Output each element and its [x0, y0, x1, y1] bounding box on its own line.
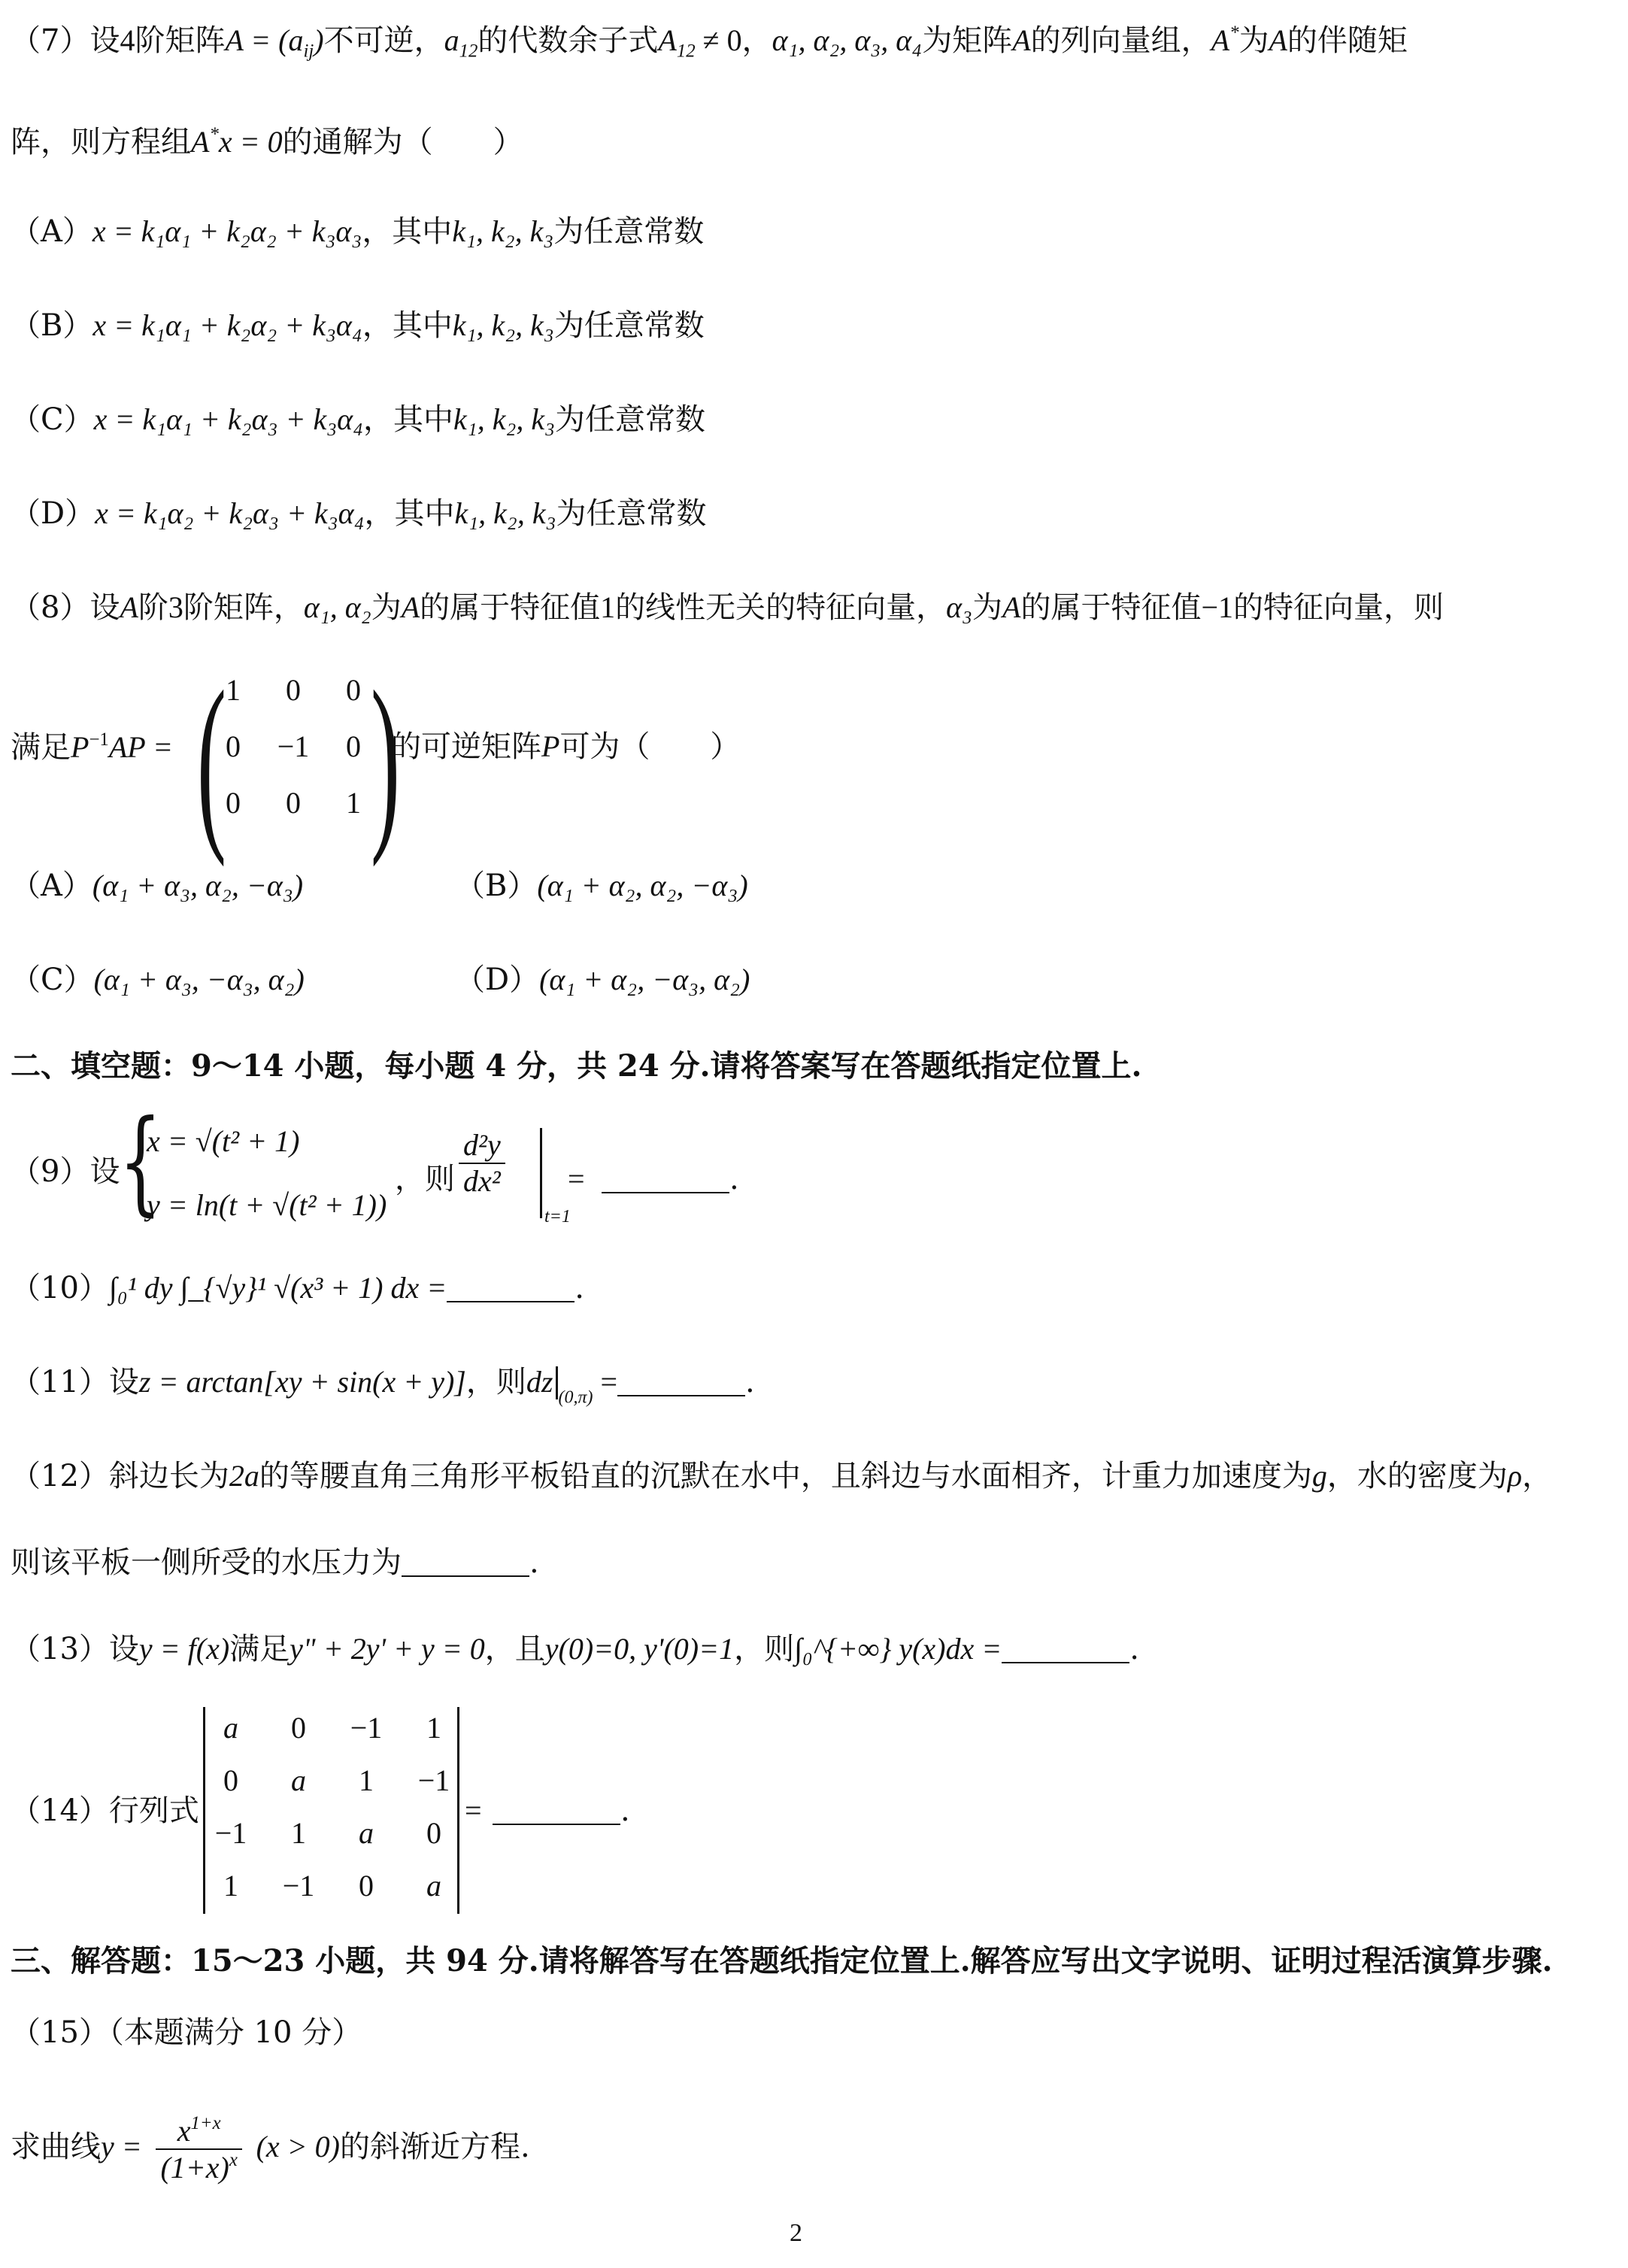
matrix-right-paren: )	[371, 651, 400, 868]
q9-blank: .	[602, 1162, 739, 1196]
page-number: 2	[790, 2219, 802, 2247]
det-cell: −1	[214, 1816, 247, 1850]
det-cell: −1	[350, 1711, 383, 1745]
det-cell: 0	[359, 1869, 374, 1903]
det-cell: a	[223, 1711, 238, 1745]
q12-line1: （12）斜边长为2a的等腰直角三角形平板铅直的沉默在水中，且斜边与水面相齐，计重力加速度为g，水的密度为ρ，	[11, 1459, 1553, 1493]
matrix-cell: 0	[226, 786, 241, 820]
q14-label: （14）行列式	[11, 1793, 199, 1828]
system-brace: {	[119, 1096, 162, 1227]
q7-option-a: （A）x = k₁α₁ + k₂α₂ + k₃α₃，其中k₁, k₂, k₃为任意常数	[11, 214, 705, 249]
q9-x-eq: x = √(t² + 1)	[147, 1124, 300, 1158]
q7-option-d: （D）x = k₁α₂ + k₂α₃ + k₃α₄，其中k₁, k₂, k₃为任意常数	[11, 496, 707, 531]
q9-derivative: $\frac{\text{d²y}}{\text{dx²}}$	[459, 1128, 505, 1199]
q9-eq: =	[568, 1162, 585, 1196]
q9-label: （9）设	[11, 1154, 120, 1189]
matrix-cell: −1	[277, 729, 310, 763]
det-cell: 1	[291, 1816, 306, 1850]
q9-at: t=1	[544, 1207, 571, 1226]
matrix-cell: 0	[226, 729, 241, 763]
matrix-cell: 0	[286, 786, 301, 820]
q8-line2-prefix: 满足$P^{-1}AP$ =	[11, 729, 173, 766]
matrix-cell: 0	[346, 673, 361, 707]
q12-blank	[402, 1545, 529, 1577]
eval-bar	[540, 1128, 542, 1218]
det-cell: −1	[282, 1869, 315, 1903]
det-cell: 1	[359, 1763, 374, 1797]
q8-option-a: （A）(α₁ + α₃, α₂, −α₃)	[11, 869, 304, 903]
q8-line2-suffix: 的可逆矩阵P可为（ ）	[391, 729, 741, 764]
matrix-cell: 1	[346, 786, 361, 820]
section2-heading: 二、填空题：9～14 小题，每小题 4 分，共 24 分.请将答案写在答题纸指定位置上.	[11, 1048, 1142, 1084]
q10-line: （10）∫₀¹ dy ∫_{√y}¹ √(x³ + 1) dx = .	[11, 1271, 584, 1305]
q11-blank	[617, 1365, 745, 1396]
q8-option-c: （C）(α₁ + α₃, −α₃, α₂)	[11, 963, 305, 997]
det-cell: a	[291, 1763, 306, 1797]
matrix-cell: 0	[346, 729, 361, 763]
q14-blank: .	[493, 1793, 630, 1828]
q9-then: ，则	[395, 1162, 455, 1196]
det-cell: 1	[223, 1869, 238, 1903]
det-cell: 0	[223, 1763, 238, 1797]
q12-line2: 则该平板一侧所受的水压力为 .	[11, 1545, 539, 1580]
det-cell: 0	[426, 1816, 441, 1850]
q7-line2: 阵，则方程组A*x = 0的通解为（ ）	[11, 124, 523, 160]
det-cell: a	[426, 1869, 441, 1903]
q10-blank	[447, 1271, 574, 1302]
matrix-cell: 1	[226, 673, 241, 707]
q7-option-b: （B）x = k₁α₁ + k₂α₂ + k₃α₄，其中k₁, k₂, k₃为任意常数	[11, 308, 705, 343]
q7-line1: （7）设4阶矩阵$A = (a_{ij})$不可逆，$a_{12}$的代数余子式$A_{12} \ne 0$，α₁, α₂, α₃, α₄为矩阵A的列向量组，A*为A的伴随矩	[11, 23, 1408, 62]
det-right-bar	[457, 1707, 459, 1914]
det-cell: −1	[417, 1763, 450, 1797]
q8-option-d: （D）(α₁ + α₂, −α₃, α₂)	[455, 963, 750, 997]
q8-line1: （8）设A阶3阶矩阵，α₁, α₂为A的属于特征值1的线性无关的特征向量，α₃为A的属于特征值−1的特征向量，则	[11, 590, 1445, 625]
q15-body: 求曲线y = $\frac{x^{1+x}}{(1+x)^x}$ (x > 0)的斜渐近方程.	[11, 2113, 530, 2185]
q11-line: （11）设z = arctan[xy + sin(x + y)]，则dz $_{(0,\pi)}$ = .	[11, 1365, 755, 1408]
q13-line: （13）设y = f(x)满足y" + 2y' + y = 0，且y(0)=0, y'(0)=1，则∫₀^{+∞} y(x)dx = .	[11, 1632, 1139, 1666]
matrix-left-paren: (	[197, 651, 226, 868]
section3-heading: 三、解答题：15～23 小题，共 94 分.请将解答写在答题纸指定位置上.解答应写出文字说明、证明过程活演算步骤.	[11, 1943, 1553, 1978]
matrix-cell: 0	[286, 673, 301, 707]
q9-y-eq: y = ln(t + √(t² + 1))	[147, 1188, 387, 1222]
det-cell: 1	[426, 1711, 441, 1745]
q14-eq: =	[465, 1793, 482, 1827]
q8-option-b: （B）(α₁ + α₂, α₂, −α₃)	[455, 869, 748, 903]
det-cell: a	[359, 1816, 374, 1850]
q13-blank	[1002, 1632, 1129, 1663]
det-cell: 0	[291, 1711, 306, 1745]
q15-title: （15）（本题满分 10 分）	[11, 2015, 362, 2050]
q7-option-c: （C）x = k₁α₁ + k₂α₃ + k₃α₄，其中k₁, k₂, k₃为任意常数	[11, 402, 706, 437]
